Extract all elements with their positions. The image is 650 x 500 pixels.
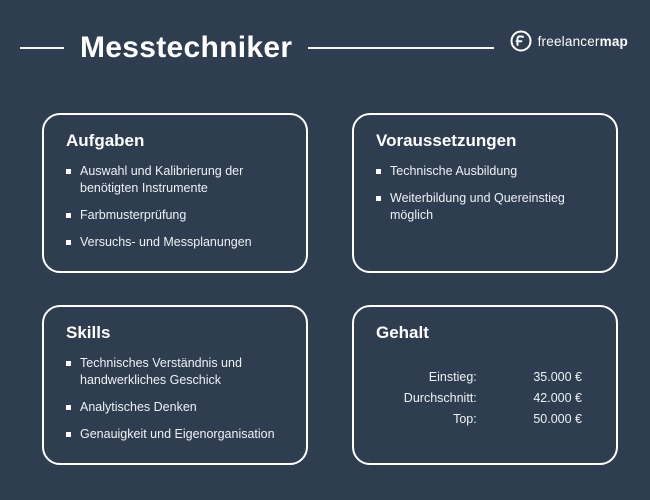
card-gehalt xyxy=(352,305,618,465)
list-item: Genauigkeit und Eigenorganisation xyxy=(64,426,286,443)
list-item: Analytisches Denken xyxy=(64,399,286,416)
brand-logo xyxy=(510,30,628,52)
salary-label: Einstieg: xyxy=(428,370,477,384)
table-row xyxy=(374,388,596,409)
title-rule-right xyxy=(308,47,494,49)
card-list xyxy=(374,163,596,224)
list-item: Weiterbildung und Quereinstieg möglich xyxy=(374,190,596,224)
card-voraussetzungen xyxy=(352,113,618,273)
list-item: Versuchs- und Messplanungen xyxy=(64,234,286,251)
list-item: Technische Ausbildung xyxy=(374,163,596,180)
salary-label: Top: xyxy=(453,412,477,426)
list-item: Farbmusterprüfung xyxy=(64,207,286,224)
table-row xyxy=(374,367,596,388)
salary-value: 35.000 € xyxy=(533,370,582,384)
salary-label: Durchschnitt: xyxy=(403,391,477,405)
salary-value: 50.000 € xyxy=(533,412,582,426)
title-rule-left xyxy=(20,47,64,49)
salary-value: 42.000 € xyxy=(533,391,582,405)
brand-logo-text xyxy=(538,34,628,49)
card-skills xyxy=(42,305,308,465)
card-aufgaben xyxy=(42,113,308,273)
brand-logo-text-light: freelancer xyxy=(537,33,600,49)
card-title: Voraussetzungen xyxy=(376,131,517,150)
card-title: Skills xyxy=(66,323,111,342)
page-title: Messtechniker xyxy=(80,31,293,64)
card-title: Gehalt xyxy=(376,323,429,342)
brand-logo-text-bold: map xyxy=(599,33,628,49)
salary-table xyxy=(374,367,596,430)
card-title: Aufgaben xyxy=(66,131,145,150)
freelancermap-circle-icon xyxy=(510,30,532,52)
card-list xyxy=(64,355,286,443)
list-item: Auswahl und Kalibrierung der benötigten Instrumente xyxy=(64,163,286,197)
table-row xyxy=(374,409,596,430)
card-list xyxy=(64,163,286,251)
list-item: Technisches Verständnis und handwerkliches Geschick xyxy=(64,355,286,389)
